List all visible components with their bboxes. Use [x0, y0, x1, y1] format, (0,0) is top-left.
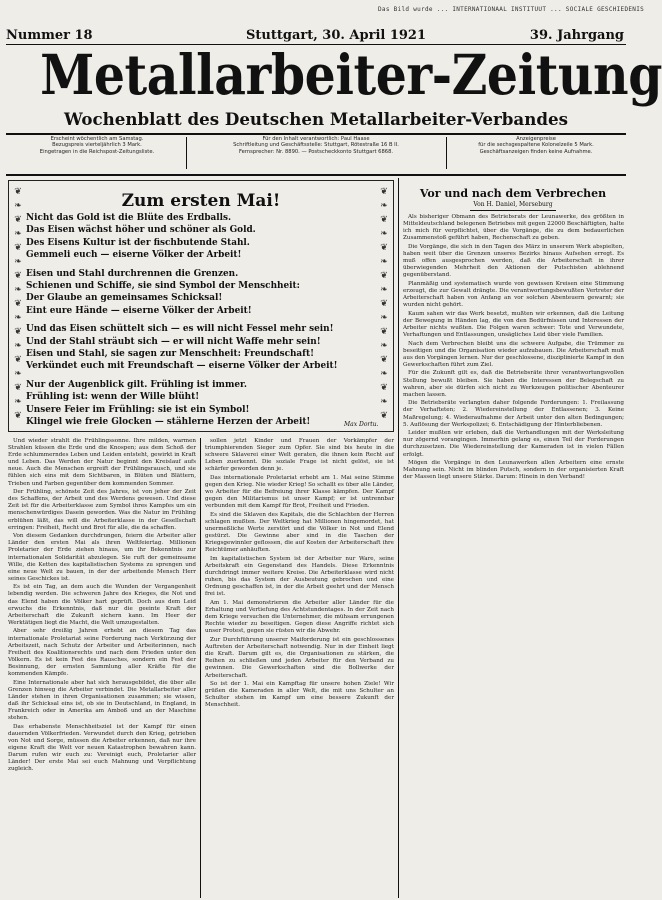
poem-line: Eisen und Stahl durchrennen die Grenzen. [26, 268, 239, 279]
paragraph: Am 1. Mai demonstrieren die Arbeiter aller Länder für die Erhaltung und Vertiefung des Achtstundentages. In der Zeit nach dem Kriege versuchen die Unternehmer, die mühsam errungenen Rechte wieder zu beseitigen. Gegen diese Angriffe richtet sich unser Protest, gegen sie rüsten wir die Abwehr. [205, 600, 394, 635]
paragraph: Das erhabenste Menschheitsziel ist der Kampf für einen dauernden Völkerfrieden. Verwundet durch den Krieg, getrieben von Not und Sorge, müssen die Arbeiter erkennen, daß nur ihre eigene Kraft die Welt vor neuen Katastrophen bewahren kann. Darum rufen wir euch zu: Vereinigt euch, Proletarier aller Länder! Der erste Mai sei euch Mahnung und Verpflichtung zugleich. [8, 723, 196, 773]
poem-line: Gemmeli euch — eiserne Völker der Arbeit! [26, 250, 242, 261]
paragraph: Es ist ein Tag, an dem auch die Wunden der Vergangenheit lebendig werden. Die schweren Jahre des Krieges, die Not und das Elend haben die Völker hart geprüft. Doch aus dem Leid erwuchs die Erkenntnis, daß nur die geeinte Kraft der Arbeiterschaft die Zukunft sichern kann. Im Heer der Werktätigen liegt die Macht, die Welt umzugestalten. [8, 584, 196, 626]
poem-line: Unsere Feier im Frühling: sie ist ein Symbol! [26, 404, 250, 415]
poem-text [26, 212, 382, 429]
poem-line: Und das Eisen schüttelt sich — es will nicht Fessel mehr sein! [26, 324, 334, 335]
poem-line: Eisen und Stahl, sie sagen zur Menschheit: Freundschaft! [26, 349, 314, 360]
body-column-middle [205, 438, 394, 898]
paragraph: Im kapitalistischen System ist der Arbeiter nur Ware, seine Arbeitskraft ein Gegenstand des Handels. Diese Erkenntnis durchdringt immer weitere Kreise. Die Arbeiterklasse wird nicht ruhen, bis das System der Ausbeutung gebrochen und eine Ordnung geschaffen ist, in der die Arbeit geehrt und der Mensch frei ist. [205, 556, 394, 598]
info-right [450, 136, 622, 172]
paragraph: Eine Internationale aber hat sich herausgebildet, die über alle Grenzen hinweg die Arbeiter verbindet. Die Metallarbeiter aller Länder stehen in ihren Organisationen zusammen; sie wissen, daß ihr Schicksal eins ist, ob sie in Deutschland, in England, in Frankreich oder in Amerika am Amboß und an der Maschine stehen. [8, 679, 196, 722]
article-title: Vor und nach dem Verbrechen [419, 187, 607, 200]
poem-line: Des Eisens Kultur ist der fischbutende Stahl. [26, 237, 250, 248]
poem-line: Der Glaube an gemeinsames Schicksal! [26, 293, 223, 304]
info-left-line: Eingetragen in die Reichspost-Zeitungsliste. [39, 148, 155, 155]
info-center-line: Fernsprecher: Nr. 8890. — Postscheckkonto Stuttgart 6868. [238, 148, 394, 155]
poem-line: Nur der Augenblick gilt. Frühling ist immer. [26, 379, 247, 390]
info-right-line: Geschäftsanzeigen finden keine Aufnahme. [479, 148, 593, 155]
info-rule [6, 174, 626, 176]
column-divider [398, 178, 399, 898]
column-divider [200, 438, 201, 898]
vine-ornament-right-icon: ❦ ❧ ❦ ❧ ❦ ❧ ❦ ❧ ❦ ❧ ❦ ❧ ❦ ❧ ❦ ❧ ❦ [380, 187, 388, 421]
info-left [12, 136, 182, 172]
info-center-line: Schriftleitung und Geschäftsstelle: Stuttgart, Rötestraße 16 B II. [233, 142, 399, 149]
article-body [403, 214, 624, 898]
info-center [190, 136, 442, 172]
info-left-line: Bezugspreis vierteljährlich 3 Mark. [52, 142, 142, 149]
paragraph: Leider mußten wir erleben, daß die Verhandlungen mit der Werksleitung nur zögernd vorangingen. Immerhin gelang es, einen Teil der Forderungen durchzusetzen. Die Wiedereinstellung der Kameraden ist in vielen Fällen erfolgt. [403, 430, 624, 458]
article-author: Von H. Daniel, Merseburg [473, 201, 553, 208]
place-date: Stuttgart, 30. April 1921 [246, 28, 427, 43]
paragraph: Zur Durchführung unserer Maiforderung ist ein geschlossenes Auftreten der Arbeiterschaft notwendig. Nur in der Einheit liegt die Kraft. Darum gilt es, die Organisationen zu stärken, die Reihen zu schließen und jeden Arbeiter für den Verband zu gewinnen. Die Gewerkschaften sind die Bollwerke der Arbeiterschaft. [205, 637, 394, 679]
masthead-rule [6, 133, 626, 135]
body-column-left [8, 438, 196, 898]
poem-line: Frühling ist: wenn der Wille blüht! [26, 392, 200, 403]
paragraph: Nach dem Verbrechen bleibt uns die schwere Aufgabe, die Trümmer zu beseitigen und die Organisation wieder aufzubauen. Die Arbeiterschaft muß aus den Vorgängen lernen. Nur der geschlossene, disziplinierte Kampf in den Gewerkschaften führt zum Ziel. [403, 340, 624, 368]
info-right-line: für die sechsgespaltene Kolonelzeile 5 Mark. [478, 142, 594, 149]
paragraph: Und wieder strahlt die Frühlingssonne. Ihre milden, warmen Strahlen küssen die Erde und die Knospen; aus dem Schoß der Erde schlummerndes Leben und Leiden entsteht, gewirkt in Kraft und Leben. Das Werden der Natur beginnt den Kreislauf aufs neue. Auch die Menschen ergreift der Frühlingsrausch, und sie fühlen sich eins mit dem Sichtbaren, in Blüten und Blättern, Trieben und Farben gegenüber dem kommenden Sommer. [8, 438, 196, 487]
info-left-line: Erscheint wöchentlich am Samstag. [50, 136, 144, 142]
paragraph: Die Betriebsräte verlangten daher folgende Forderungen: 1. Freilassung der Verhafteten; 2. Wiedereinstellung der Entlassenen; 3. Keine Maßregelung; 4. Wiederaufnahme der Arbeit unter den alten Bedingungen; 5. Auflösung der Werkspolizei; 6. Entschädigung der Hinterbliebenen. [403, 400, 624, 428]
paragraph: Mögen die Vorgänge in den Leunawerken allen Arbeitern eine ernste Mahnung sein. Nicht im blinden Putsch, sondern in der organisierten Kraft der Massen liegt unsere Stärke. Darum: Hinein in den Verband! [403, 460, 624, 481]
issue-number: Nummer 18 [6, 28, 93, 43]
poem-line: Verkündet euch mit Freundschaft — eiserne Völker der Arbeit! [26, 361, 338, 372]
paragraph: Der Frühling, schönste Zeit des Jahres, ist von jeher der Zeit des Schaffens, der Arbeit und des Werdens gewesen. Und diese Zeit ist für die Arbeiterklasse zum Symbol ihres Kampfes um ein menschenwürdiges Dasein geworden. Was die Natur im Frühling erblühen läßt, das will die Arbeiterklasse in der Gesellschaft erringen: Freiheit, Recht und Brot für alle, die da schaffen. [8, 489, 196, 531]
paragraph: Planmäßig und systematisch wurde von gewissen Kreisen eine Stimmung erzeugt, die zur Gewalt drängte. Die verantwortungsbewußten Vertreter der Arbeiterschaft haben von Anfang an vor solchen Abenteuern gewarnt; sie wurden nicht gehört. [403, 280, 624, 309]
paragraph: Die Vorgänge, die sich in den Tagen des März in unserem Werk abspielten, haben weit über die Grenzen unseres Bezirks hinaus Aufsehen erregt. Es muß offen ausgesprochen werden, daß die Arbeiterschaft in ihrer überwiegenden Mehrheit den Aktionen der Putschisten ablehnend gegenüberstand. [403, 243, 624, 279]
poem-line: Nicht das Gold ist die Blüte des Erdballs. [26, 213, 232, 223]
masthead-subtitle: Wochenblatt des Deutschen Metallarbeiter-Verbandes [64, 110, 568, 130]
info-center-line: Für den Inhalt verantwortlich: Paul Haase [262, 136, 370, 142]
paragraph: Das internationale Proletariat erhebt am 1. Mai seine Stimme gegen den Krieg. Nie wieder Krieg! So schallt es über alle Länder, wo Arbeiter für die Befreiung ihrer Klasse kämpfen. Der Kampf gegen den Militarismus ist unser Kampf; er ist untrennbar verbunden mit dem Kampf für Brot, Freiheit und Frieden. [205, 474, 394, 510]
info-divider [446, 137, 447, 169]
info-divider [186, 137, 187, 169]
masthead-title: Metallarbeiter-Zeitung [40, 42, 662, 107]
article-rule [470, 210, 556, 211]
poem-line: Eint eure Hände — eiserne Völker der Arbeit! [26, 305, 252, 316]
poem-line: Schienen und Schiffe, sie sind Symbol der Menschheit: [26, 281, 300, 292]
vine-ornament-left-icon: ❦ ❧ ❦ ❧ ❦ ❧ ❦ ❧ ❦ ❧ ❦ ❧ ❦ ❧ ❦ ❧ ❦ [14, 187, 22, 421]
poem-line: Das Eisen wächst höher und schöner als Gold. [26, 225, 256, 236]
paragraph: So ist der 1. Mai ein Kampftag für unsere hohen Ziele! Wir grüßen die Kameraden in aller Welt, die mit uns Schulter an Schulter stehen im Kampf um eine bessere Zukunft der Menschheit. [205, 681, 394, 709]
paragraph: sollen jetzt Kinder und Frauen der Vorkämpfer der triumphierenden Sieger zum Opfer. Sie sind bis heute in die schwere Sklaverei einer Welt geraten, die ihnen kein Recht auf Leben zuerkennt. Die soziale Frage ist nicht gelöst, sie ist schärfer geworden denn je. [205, 438, 394, 473]
info-right-line: Anzeigenpreise [516, 136, 556, 142]
volume: 39. Jahrgang [529, 28, 624, 43]
paragraph: Für die Zukunft gilt es, daß die Betriebsräte ihrer verantwortungsvollen Stellung bewußt bleiben. Sie haben die Interessen der Belegschaft zu wahren, aber sie dürfen sich nicht zu Werkzeugen politischer Abenteurer machen lassen. [403, 370, 624, 398]
paragraph: Aber sehr dreißig Jahren erhebt an diesem Tag das internationale Proletariat seine Forderung nach Verkürzung der Arbeitszeit, nach Schutz der Arbeiter und Arbeiterinnen, nach Freiheit des Koalitionsrechts und nach dem Frieden unter den Völkern. Es ist kein Fest des Rausches, sondern ein Fest der Besinnung, der ernsten Sammlung aller Kräfte für die kommenden Kämpfe. [8, 628, 196, 677]
paragraph: Als bisheriger Obmann des Betriebsrats der Leunawerke, des größten in Mitteldeutschland belegenen Betriebes mit gegen 22000 Beschäftigten, halte ich mich für verpflichtet, über die Vorgänge, die zu dem bedauerlichen Zusammenstoß geführt haben, Rechenschaft zu geben. [403, 214, 624, 242]
poem-line: Und der Stahl sträubt sich — er will nicht Waffe mehr sein! [26, 336, 321, 347]
poem-title: Zum ersten Mai! [121, 191, 281, 211]
poem-author: Max Dortu. [344, 421, 379, 428]
archive-stamp: Das Bild wurde ... INTERNATIONAAL INSTITUUT ... SOCIALE GESCHIEDENIS [378, 6, 645, 13]
paragraph: Kaum sahen wir das Werk besetzt, mußten wir erkennen, daß die Leitung der Bewegung in Händen lag, die von den Bedürfnissen und Interessen der Arbeiter nichts wußten. Die Folgen waren schwer: Tote und Verwundete, Verhaftungen und Entlassungen, unsägliches Leid über viele Familien. [403, 310, 624, 338]
poem-line: Klingel wie freie Glocken — stählerne Herzen der Arbeit! [26, 417, 311, 428]
paragraph: Von diesem Gedanken durchdrungen, feiern die Arbeiter aller Länder den ersten Mai als ihren Weltfeiertag. Millionen Proletarier der Erde ziehen hinaus, um ihr Bekenntnis zur internationalen Solidarität abzulegen. Sie ruft der gemeinsame Wille, die Ketten des kapitalistischen Systems zu sprengen und eine neue Welt zu bauen, in der der arbeitende Mensch Herr seines Geschickes ist. [8, 533, 196, 582]
paragraph: Es sind die Sklaven des Kapitals, die die Schlachten der Herren schlagen mußten. Der Weltkrieg hat Millionen hingemordet, hat unermeßliche Werte zerstört und die Völker in Not und Elend gestürzt. Die Gewinne aber sind in die Taschen der Kriegsgewinnler geflossen, die auf Kosten der Arbeiterschaft ihre Reichtümer anhäuften. [205, 511, 394, 554]
